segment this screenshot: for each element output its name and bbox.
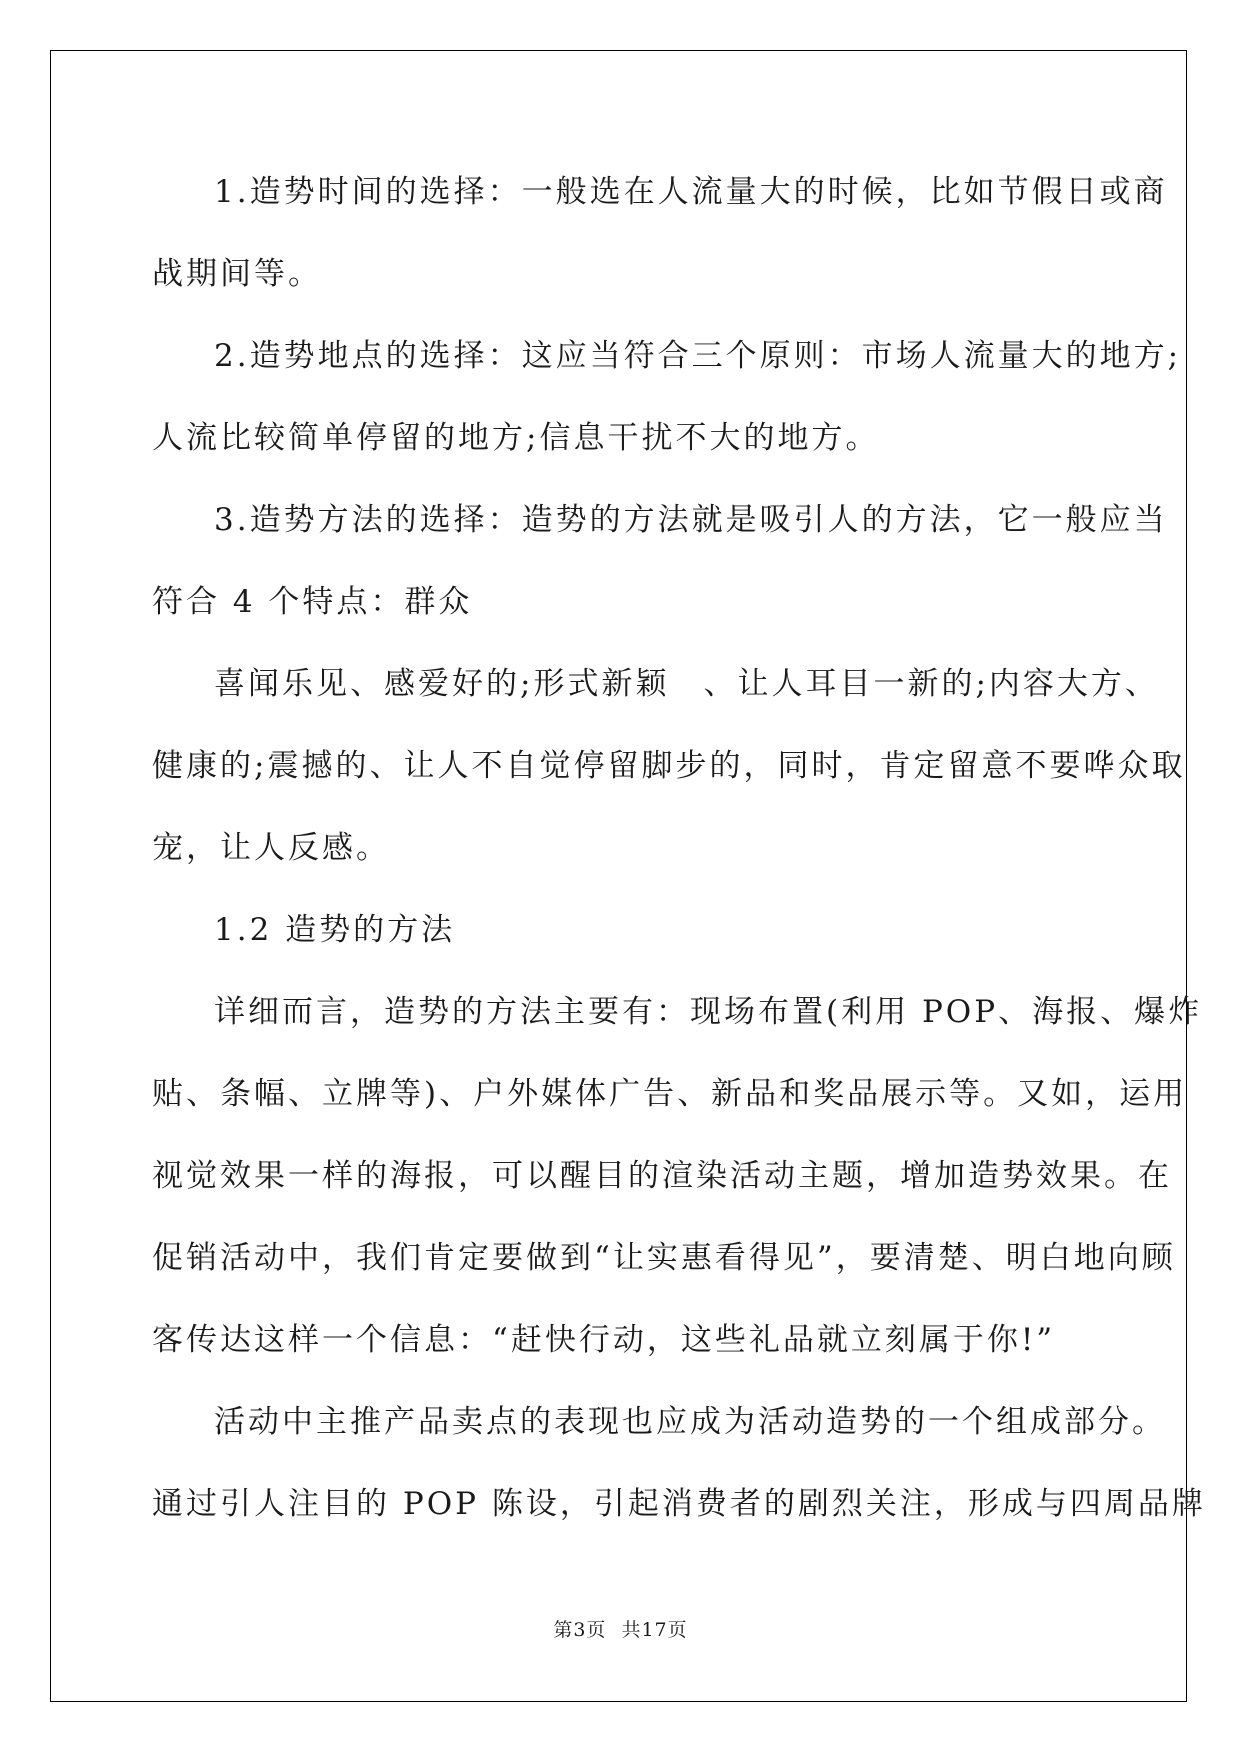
paragraph-line: 贴、条幅、立牌等)、户外媒体广告、新品和奖品展示等。又如，运用 bbox=[152, 1076, 1188, 1112]
paragraph-line: 符合 4 个特点：群众 bbox=[152, 584, 473, 620]
paragraph-line: 2.造势地点的选择：这应当符合三个原则：市场人流量大的地方; bbox=[214, 338, 1182, 374]
page-number: 第3页 bbox=[553, 1619, 607, 1641]
paragraph-line: 视觉效果一样的海报，可以醒目的渲染活动主题，增加造势效果。在 bbox=[152, 1158, 1172, 1194]
paragraph-line: 客传达这样一个信息：“赶快行动，这些礼品就立刻属于你!” bbox=[152, 1322, 1056, 1358]
paragraph-line: 人流比较简单停留的地方;信息干扰不大的地方。 bbox=[152, 420, 880, 456]
paragraph-line: 1.造势时间的选择：一般选在人流量大的时候，比如节假日或商 bbox=[214, 174, 1168, 210]
paragraph-line: 详细而言，造势的方法主要有：现场布置(利用 POP、海报、爆炸 bbox=[214, 994, 1203, 1030]
paragraph-line: 喜闻乐见、感爱好的;形式新颖 、让人耳目一新的;内容大方、 bbox=[214, 666, 1159, 702]
section-heading: 1.2 造势的方法 bbox=[214, 912, 456, 948]
paragraph-line: 健康的;震撼的、让人不自觉停留脚步的，同时，肯定留意不要哗众取 bbox=[152, 748, 1186, 784]
paragraph-line: 活动中主推产品卖点的表现也应成为活动造势的一个组成部分。 bbox=[214, 1404, 1166, 1440]
paragraph-line: 战期间等。 bbox=[152, 256, 322, 292]
paragraph-line: 3.造势方法的选择：造势的方法就是吸引人的方法，它一般应当 bbox=[214, 502, 1168, 538]
page-border bbox=[50, 50, 1206, 1702]
paragraph-line: 通过引人注目的 POP 陈设，引起消费者的剧烈关注，形成与四周品牌 bbox=[152, 1486, 1206, 1522]
paragraph-line: 促销活动中，我们肯定要做到“让实惠看得见”，要清楚、明白地向顾 bbox=[152, 1240, 1176, 1276]
page-total: 共17页 bbox=[621, 1619, 688, 1641]
page-footer bbox=[0, 1618, 1241, 1642]
paragraph-line: 宠，让人反感。 bbox=[152, 830, 390, 866]
